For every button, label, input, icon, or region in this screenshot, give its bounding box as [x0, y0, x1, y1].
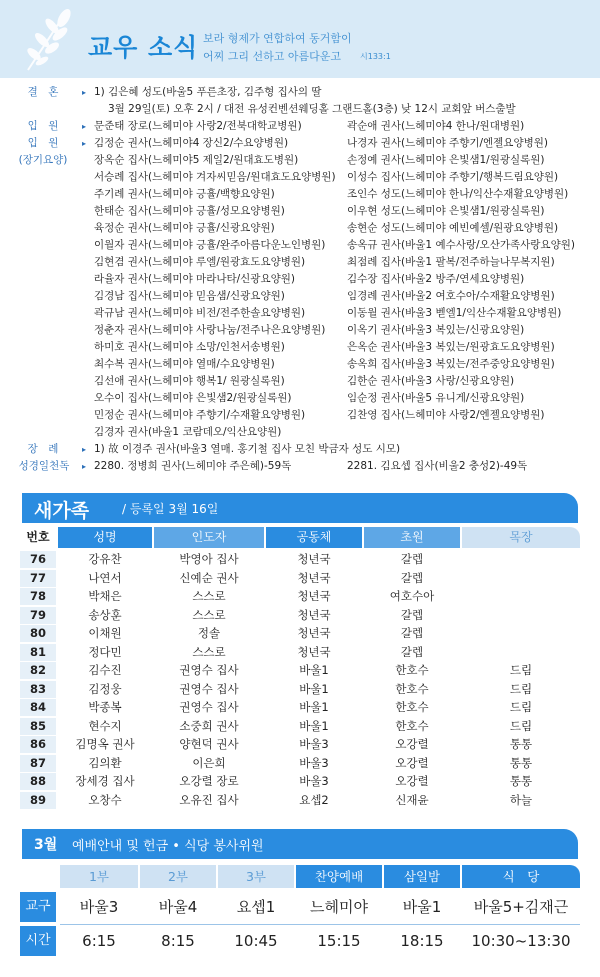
table-cell: 이채원	[88, 626, 122, 640]
section-title: 교우 소식	[88, 33, 199, 62]
admission-entry: 라율자 권사(느헤미야 마라나타/신광요양원)	[94, 273, 295, 285]
new-family-bar	[22, 493, 578, 523]
table-cell: 스스로	[192, 644, 226, 659]
admission-entry: 송옥규 권사(바울1 예수사랑/오산가족사랑요양원)	[347, 239, 575, 251]
table-cell: 권영수 집사	[179, 681, 239, 696]
bible-label: 성경일천독	[18, 460, 70, 472]
wedding-row-2	[0, 101, 600, 118]
worship-time: 18:15	[400, 932, 444, 950]
table-cell	[462, 570, 580, 587]
arrow-right-icon: ▸	[82, 445, 87, 454]
row-number: 85	[20, 718, 56, 735]
table-cell: 바울1	[299, 681, 329, 696]
funeral-row	[0, 441, 600, 458]
admission-row	[0, 356, 600, 373]
table-cell: 현수지	[88, 718, 122, 733]
table-cell: 드림	[509, 700, 533, 714]
row-label-time: 시간	[20, 926, 56, 956]
admission-entry: 이우현 성도(느헤미야 은빛샘1/원광실록원)	[347, 205, 545, 217]
table-cell: 스스로	[192, 589, 226, 603]
worship-header-3: 찬양예배	[296, 865, 382, 888]
admission-entry: 서승례 집사(느헤미야 겨자씨믿음/원대효도요양병원)	[94, 171, 336, 183]
admission-entry: 임순정 권사(바울5 유니게/신광요양원)	[347, 392, 525, 404]
admission-row	[0, 424, 600, 441]
admission-row	[0, 169, 600, 186]
admission-entry: 장옥순 집사(느헤미야5 제일2/원대효도병원)	[94, 154, 299, 166]
admission-entry: 조인수 성도(느헤미야 한나/익산수재활요양병원)	[347, 188, 569, 200]
table-cell: 통통	[509, 737, 533, 751]
table-cell: 드림	[509, 681, 533, 696]
table-cell: 통통	[509, 774, 533, 788]
table-cell: 오창수	[88, 792, 122, 807]
worship-group: 요셉1	[236, 898, 276, 916]
row-number: 88	[20, 773, 56, 790]
admission-entry: 은옥순 권사(바울3 복있는/원광효도요양병원)	[347, 341, 555, 353]
verse-line-2: 어찌 그리 선하고 아름다운고	[203, 50, 342, 63]
table-cell	[462, 588, 580, 605]
table-cell: 스스로	[192, 607, 226, 622]
worship-header-1: 2부	[140, 865, 216, 888]
admission-entry: 오수이 집사(느헤미야 은빛샘2/원광실록원)	[94, 392, 292, 404]
admission-row	[0, 152, 600, 169]
table-header-1: 성명	[58, 527, 152, 548]
admission-entry: 임경례 권사(바울2 여호수아/수재활요양병원)	[347, 290, 555, 302]
worship-header-4: 삼일밤	[384, 865, 460, 888]
table-cell: 오강렬	[395, 774, 429, 788]
admission-row	[0, 339, 600, 356]
arrow-right-icon: ▸	[82, 88, 87, 97]
admission-row	[0, 220, 600, 237]
admission-entry: 정춘자 권사(느헤미야 사랑나눔/전주나은요양병원)	[94, 324, 326, 336]
worship-time: 10:30~13:30	[471, 932, 571, 950]
row-number: 81	[20, 644, 56, 661]
row-number: 77	[20, 570, 56, 587]
new-family-title: 새가족	[34, 500, 90, 522]
admission-entry: 곽규남 권사(느헤미야 비전/전주한솔요양병원)	[94, 307, 306, 319]
row-divider	[60, 924, 580, 925]
worship-time: 8:15	[161, 932, 195, 950]
table-cell: 한호수	[395, 663, 429, 677]
table-cell: 나연서	[88, 570, 122, 585]
admission-row	[0, 305, 600, 322]
admission-entry: 곽순애 권사(느헤미야4 한나/원대병원)	[347, 120, 525, 132]
admission-entry: 최점례 집사(바울1 팔복/전주하늘나무복지원)	[347, 256, 555, 268]
admission-entry: 김정순 권사(느헤미야4 장신2/수요양병원)	[94, 137, 289, 149]
worship-header-2: 3부	[218, 865, 294, 888]
worship-subtitle: 예배안내 및 헌금 • 식당 봉사위원	[72, 839, 264, 854]
table-cell: 드림	[509, 663, 533, 677]
admission-entry: 이동월 권사(바울3 벧엘1/익산수재활요양병원)	[347, 307, 562, 319]
worship-header-0: 1부	[60, 865, 138, 888]
row-number: 87	[20, 755, 56, 772]
table-header-4: 초원	[364, 527, 460, 548]
row-number: 86	[20, 736, 56, 753]
table-cell: 드림	[509, 718, 533, 733]
admission-entry: 나경자 권사(느헤미야 주향기/엔젤요양병원)	[347, 137, 548, 149]
row-number: 78	[20, 588, 56, 605]
worship-header-5: 식 당	[462, 865, 580, 888]
table-cell: 청년국	[297, 589, 331, 603]
table-header-3: 공동체	[266, 527, 362, 548]
table-cell: 장세경 집사	[75, 774, 135, 788]
admission-row	[0, 254, 600, 271]
table-cell: 송상훈	[88, 607, 122, 622]
verse-line-1: 보라 형제가 연합하여 동거함이	[203, 32, 352, 45]
table-cell: 바울3	[299, 755, 329, 770]
row-number: 83	[20, 681, 56, 698]
admission-row	[0, 322, 600, 339]
table-cell: 청년국	[297, 570, 331, 585]
admission-entry: 송현순 성도(느헤미야 예빈예셀/원광요양병원)	[347, 222, 559, 234]
worship-group: 느헤미야	[310, 898, 368, 916]
table-cell: 갈렙	[400, 570, 424, 585]
funeral-label: 장 례	[27, 443, 59, 455]
admission-entry: 주기례 권사(느헤미야 긍휼/백향요양원)	[94, 188, 275, 200]
admission-entry: 문준태 장로(느헤미야 사랑2/전북대학교병원)	[94, 120, 302, 132]
row-number: 79	[20, 607, 56, 624]
admission-entry: 김한순 권사(바울3 사랑/신광요양원)	[347, 375, 515, 387]
worship-group: 바울4	[158, 898, 198, 916]
wedding-label: 결 혼	[27, 86, 59, 98]
table-cell	[462, 625, 580, 642]
admission-entry: 최수복 권사(느헤미야 열매/수요양병원)	[94, 358, 275, 370]
table-cell: 오강렬	[395, 737, 429, 751]
table-cell: 바울3	[299, 774, 329, 788]
admission-entry: 이옥기 권사(바울3 복있는/신광요양원)	[347, 324, 525, 336]
admission-entry: 한태순 집사(느헤미야 긍휼/성모요양병원)	[94, 205, 285, 217]
worship-month: 3월	[34, 837, 58, 853]
table-cell: 하늘	[509, 792, 533, 807]
table-cell: 한호수	[395, 718, 429, 733]
table-cell: 강유찬	[88, 552, 122, 566]
table-cell: 신재윤	[395, 792, 429, 807]
table-cell: 신예순 권사	[179, 570, 239, 585]
table-cell: 김명옥 권사	[75, 737, 135, 751]
admission-row	[0, 288, 600, 305]
table-cell: 갈렙	[400, 552, 424, 566]
table-cell: 요셉2	[299, 792, 329, 807]
long-term-care-label: (장기요양)	[18, 154, 68, 166]
admission-row	[0, 237, 600, 254]
admission-entry: 김수장 집사(바울2 방주/연세요양병원)	[347, 273, 525, 285]
admission-entry: 김경남 집사(느헤미야 믿음샘/신광요양원)	[94, 290, 285, 302]
admission-entry: 손정예 권사(느헤미야 은빛샘1/원광실록원)	[347, 154, 545, 166]
table-cell: 이은희	[192, 755, 226, 770]
table-cell: 한호수	[395, 681, 429, 696]
worship-time: 10:45	[234, 932, 278, 950]
row-number: 80	[20, 625, 56, 642]
table-cell	[462, 607, 580, 624]
admission-entry: 송옥희 집사(바울3 복있는/전주중앙요양병원)	[347, 358, 555, 370]
table-cell: 통통	[509, 755, 533, 770]
admission-label-2: 입 원	[27, 137, 59, 149]
table-cell: 바울1	[299, 718, 329, 733]
table-cell: 소중희 권사	[179, 718, 239, 733]
admission-entry: 김찬영 집사(느헤미야 사랑2/엔젤요양병원)	[347, 409, 545, 421]
row-number: 76	[20, 551, 56, 568]
table-cell: 오강렬	[395, 755, 429, 770]
funeral-text: 1) 故 이경주 권사(바울3 열매. 홍기철 집사 모친 박금자 성도 시모)	[94, 443, 401, 455]
admission-row	[0, 135, 600, 152]
bible-row	[0, 458, 600, 475]
table-cell: 박종복	[88, 700, 122, 714]
admission-row	[0, 390, 600, 407]
admission-entry: 김선애 권사(느헤미야 행복1/ 원광실록원)	[94, 375, 285, 387]
verse-reference: 시133:1	[360, 52, 391, 61]
table-cell: 갈렙	[400, 607, 424, 622]
table-cell: 갈렙	[400, 644, 424, 659]
admission-entry: 육정순 권사(느헤미야 긍휼/신광요양원)	[94, 222, 275, 234]
wedding-text: 1) 김은혜 성도(바울5 푸른초장, 김주형 집사의 딸	[94, 86, 322, 98]
admission-row	[0, 186, 600, 203]
arrow-right-icon: ▸	[82, 462, 87, 471]
admission-row	[0, 203, 600, 220]
table-cell	[462, 644, 580, 661]
table-cell: 청년국	[297, 607, 331, 622]
admission-label: 입 원	[27, 120, 59, 132]
table-cell: 청년국	[297, 644, 331, 659]
admission-row	[0, 118, 600, 135]
row-number: 84	[20, 699, 56, 716]
wedding-row-1	[0, 84, 600, 101]
worship-time: 6:15	[82, 932, 116, 950]
new-family-subtitle: / 등록일 3월 16일	[122, 502, 219, 516]
table-cell: 권영수 집사	[179, 700, 239, 714]
worship-time: 15:15	[317, 932, 361, 950]
admission-row	[0, 271, 600, 288]
table-cell: 바울1	[299, 700, 329, 714]
admission-entry: 김현겸 권사(느헤미야 루엘/원광효도요양병원)	[94, 256, 306, 268]
table-header-5: 목장	[462, 527, 580, 548]
table-cell: 박영아 집사	[179, 552, 239, 566]
table-cell: 여호수아	[389, 589, 435, 603]
table-cell: 오강렬 장로	[179, 774, 239, 788]
table-cell: 박채은	[88, 589, 122, 603]
bible-entry-2: 2281. 김요셉 집사(비울2 충성2)-49독	[347, 460, 528, 472]
admission-row	[0, 407, 600, 424]
table-cell: 정다민	[88, 644, 122, 659]
table-cell: 김의환	[88, 755, 122, 770]
table-cell: 청년국	[297, 626, 331, 640]
table-cell: 양현덕 권사	[179, 737, 239, 751]
wedding-detail: 3월 29일(토) 오후 2시 / 대전 유성컨벤션웨딩홀 그랜드홀(3층) 낮 12시 교회앞 버스출발	[108, 103, 516, 115]
row-label-group: 교구	[20, 892, 56, 922]
table-cell: 오유진 집사	[179, 792, 239, 807]
admission-row	[0, 373, 600, 390]
row-number: 89	[20, 792, 56, 809]
table-cell: 갈렙	[400, 626, 424, 640]
table-cell: 바울1	[299, 663, 329, 677]
arrow-right-icon: ▸	[82, 122, 87, 131]
admission-entry: 민정순 권사(느헤미야 주향기/수재활요양병원)	[94, 409, 306, 421]
table-cell	[462, 551, 580, 568]
bible-entry-1: 2280. 정병희 권사(느헤미야 주은혜)-59독	[94, 460, 292, 472]
row-number: 82	[20, 662, 56, 679]
table-cell: 정솔	[197, 626, 221, 640]
worship-group: 바울3	[79, 898, 119, 916]
admission-entry: 이월자 권사(느헤미야 긍휼/완주아름다운노인병원)	[94, 239, 326, 251]
table-cell: 청년국	[297, 552, 331, 566]
table-cell: 한호수	[395, 700, 429, 714]
table-cell: 김정웅	[88, 681, 122, 696]
table-cell: 권영수 집사	[179, 663, 239, 677]
table-cell: 김수진	[88, 663, 122, 677]
worship-group: 바울5+김재근	[473, 898, 569, 916]
table-header-0: 번호	[20, 527, 56, 548]
leaf-branch-icon	[14, 6, 84, 72]
table-header-2: 인도자	[154, 527, 264, 548]
worship-group: 바울1	[402, 898, 442, 916]
admission-entry: 김경자 권사(바울1 코람데오/익산요양원)	[94, 426, 282, 438]
admission-entry: 이성수 집사(느헤미야 주향기/행복드림요양원)	[347, 171, 559, 183]
arrow-right-icon: ▸	[82, 139, 87, 148]
admission-entry: 하미호 권사(느헤미야 소망/인천서송병원)	[94, 341, 285, 353]
header-band	[0, 0, 600, 78]
table-cell: 바울3	[299, 737, 329, 751]
